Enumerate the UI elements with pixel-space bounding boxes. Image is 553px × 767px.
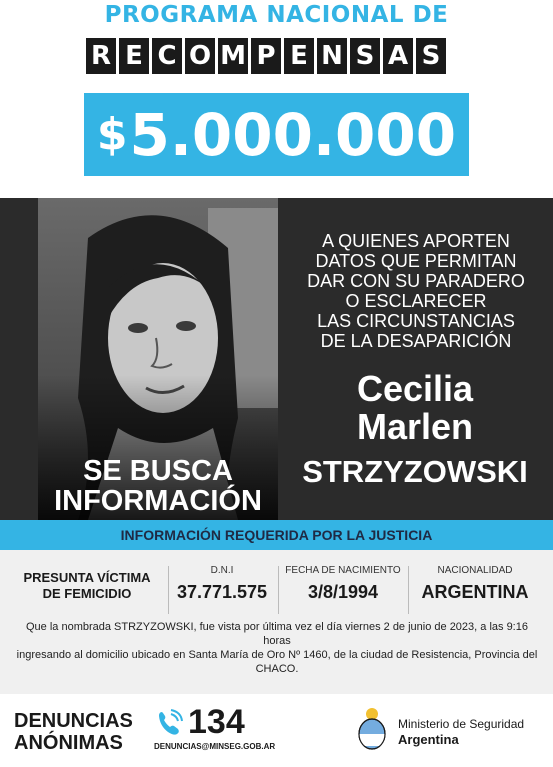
dni-value: 37.771.575 [176,582,268,602]
victim-line: DE FEMICIDIO [42,586,132,601]
footer [0,694,553,767]
reward-line: DE LA DESAPARICIÓN [320,331,512,351]
reward-line: LAS CIRCUNSTANCIAS [317,311,515,331]
nationality-cell [410,564,540,614]
busca-line: SE BUSCA [83,455,233,487]
photo-band [0,198,553,520]
national-seal-icon [354,706,390,750]
reward-line: O ESCLARECER [345,291,487,311]
birth-value: 3/8/1994 [307,582,379,602]
divider [408,566,409,614]
victim-label [12,570,162,620]
person-first-name: Cecilia [356,368,474,409]
person-last-name: STRZYZOWSKI [302,454,528,489]
denuncias-line: DENUNCIAS [14,710,133,732]
ministry-line: Ministerio de Seguridad [398,717,525,731]
denuncias-anonimas [14,710,133,754]
letter-tile: M [218,38,248,74]
ministry-line [398,732,524,748]
letter-tile: N [317,38,347,74]
letter-tile: A [383,38,413,74]
phone-number[interactable]: 134 [188,703,245,741]
reward-amount [84,93,469,176]
letter-tile: C [152,38,182,74]
info-grid [0,550,553,694]
denuncias-line: ANÓNIMAS [14,732,123,754]
person-middle-name: Marlen [356,406,474,447]
header [0,0,553,198]
nationality-value: ARGENTINA [421,582,529,602]
currency-symbol: $ [96,109,128,160]
birth-label: FECHA DE NACIMIENTO [285,565,401,576]
reward-line: DAR CON SU PARADERO [307,271,525,291]
dni-cell [170,564,274,614]
requirement-banner: INFORMACIÓN REQUERIDA POR LA JUSTICIA [0,520,553,550]
letter-tile: P [251,38,281,74]
reward-line: DATOS QUE PERMITAN [315,251,517,271]
case-description [12,620,542,676]
nationality-label: NACIONALIDAD [437,565,513,576]
letter-tile: S [416,38,446,74]
description-line: ingresando al domicilio ubicado en Santa María de Oro Nº 1460, de la ciudad de Resistencia, Provincia del CHACO. [16,649,538,675]
letter-tile: S [350,38,380,74]
reward-description [296,231,536,351]
program-title: PROGRAMA NACIONAL DE [104,2,449,28]
reward-line: A QUIENES APORTEN [322,231,510,251]
victim-line: PRESUNTA VÍCTIMA [23,570,151,585]
dni-label: D.N.I [210,565,234,576]
description-line: Que la nombrada STRZYZOWSKI, fue vista por última vez el día viernes 2 de junio de 2023, a las 9:16 horas [26,621,528,647]
ministry-name [398,716,524,748]
letter-tile: R [86,38,116,74]
phone-icon [154,708,184,738]
email-link[interactable]: DENUNCIAS@MINSEG.GOB.AR [154,742,276,751]
ministry-country: Argentina [398,732,459,747]
birth-cell [280,564,406,614]
divider [168,566,169,614]
se-busca-heading [38,456,278,516]
amount-value: 5.000.000 [129,101,457,169]
letter-tile: O [185,38,215,74]
divider [278,566,279,614]
busca-line: INFORMACIÓN [54,485,262,517]
recompensas-letters [86,38,446,74]
letter-tile: E [284,38,314,74]
letter-tile: E [119,38,149,74]
